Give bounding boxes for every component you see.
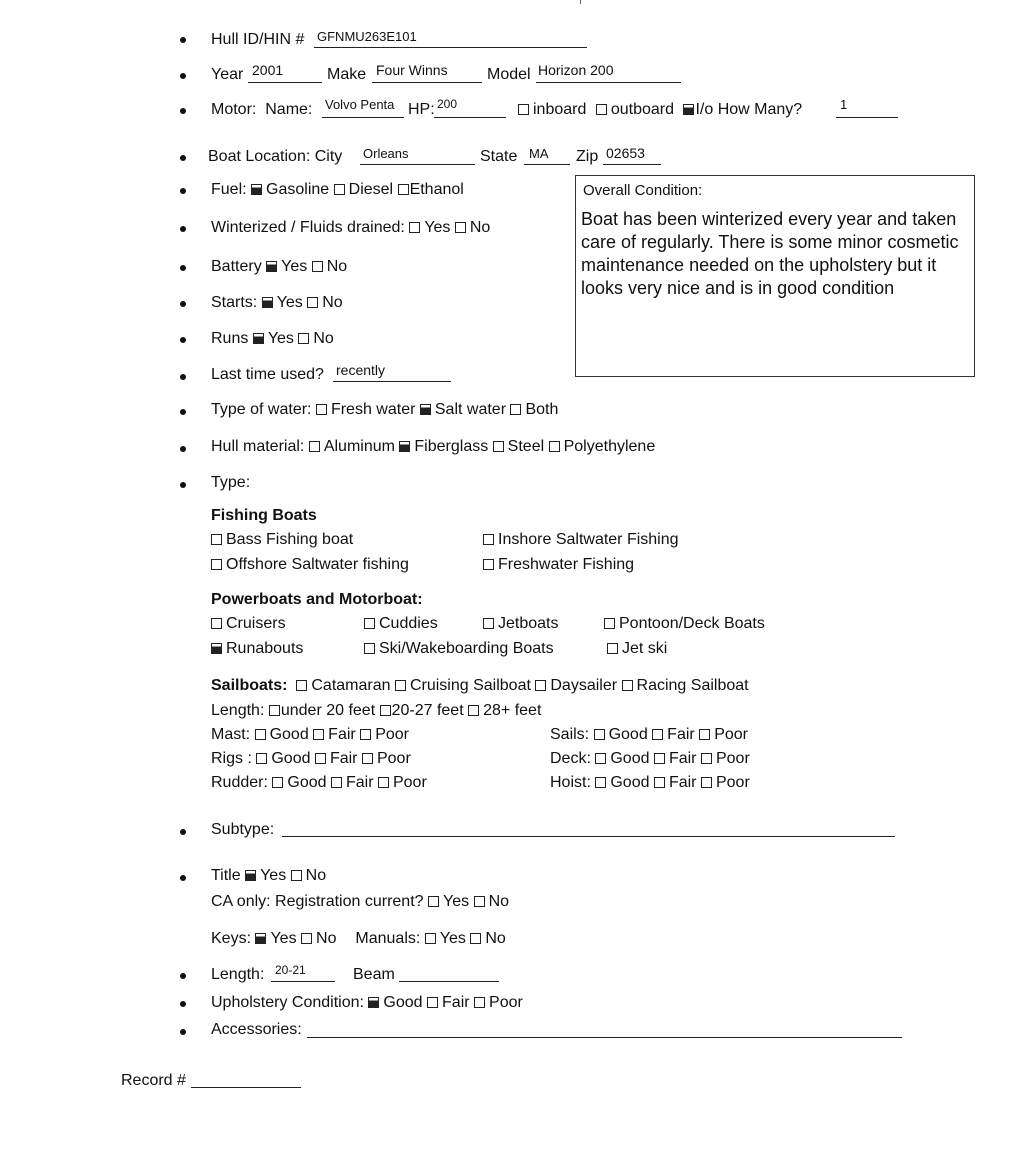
record-label: Record #: [121, 1072, 186, 1089]
top-page-tick: [580, 0, 581, 4]
rudder-label: Rudder:: [211, 774, 268, 791]
polyethylene-checkbox[interactable]: [549, 441, 560, 452]
registration-no-label: No: [488, 893, 510, 910]
hp-line: [434, 117, 506, 118]
winterized-yes-label: Yes: [424, 219, 451, 236]
year-line: [248, 82, 322, 83]
rigs-fair-label: Fair: [329, 750, 358, 767]
beam-label: Beam: [353, 966, 395, 983]
manuals-no-label: No: [485, 930, 506, 947]
rigs-fair-checkbox[interactable]: [315, 753, 326, 764]
fresh-water-label: Fresh water: [330, 401, 416, 418]
starts-row: [211, 295, 343, 311]
upholstery-good-label: Good: [383, 994, 423, 1011]
io-checkbox[interactable]: [683, 104, 694, 115]
rigs-good-checkbox[interactable]: [256, 753, 267, 764]
subtype-line[interactable]: [282, 836, 895, 837]
sails-poor-label: Poor: [714, 726, 748, 743]
daysailer-checkbox[interactable]: [535, 680, 546, 691]
manuals-label: Manuals:: [355, 930, 421, 947]
zip-value[interactable]: 02653: [606, 145, 645, 161]
bullet: [180, 155, 186, 161]
inshore-label: Inshore Saltwater Fishing: [498, 531, 679, 548]
title-yes-checkbox[interactable]: [245, 870, 256, 881]
deck-good-label: Good: [610, 750, 650, 767]
battery-row: [211, 259, 347, 275]
sail-length-row: [211, 703, 541, 719]
deck-good-checkbox[interactable]: [595, 753, 606, 764]
title-yes-label: Yes: [260, 867, 287, 884]
registration-yes-label: Yes: [443, 893, 470, 910]
overall-condition-text: Boat has been winterized every year and taken care of regularly. There is some minor cosmetic maintenance needed on the upholstery but it looks very nice and is in good condition: [581, 209, 959, 298]
bullet: [180, 226, 186, 232]
gasoline-checkbox[interactable]: [251, 184, 262, 195]
bullet: [180, 446, 186, 452]
length-value[interactable]: 20-21: [275, 963, 306, 977]
record-line[interactable]: [191, 1087, 301, 1088]
offshore-option: [211, 557, 409, 573]
freshwater-option: [483, 557, 634, 573]
deck-row: [550, 751, 750, 767]
bullet: [180, 1029, 186, 1035]
winterized-no-label: No: [469, 219, 491, 236]
state-label: State: [480, 148, 518, 165]
title-no-label: No: [305, 867, 327, 884]
winterized-yes-checkbox[interactable]: [409, 222, 420, 233]
sail-length-label: Length:: [211, 702, 265, 719]
bullet: [180, 875, 186, 881]
ski-option: [364, 641, 554, 657]
cuddies-checkbox[interactable]: [364, 618, 375, 629]
racing-sailboat-checkbox[interactable]: [622, 680, 633, 691]
model-label: Model: [487, 66, 531, 83]
upholstery-good-checkbox[interactable]: [368, 997, 379, 1008]
cruisers-checkbox[interactable]: [211, 618, 222, 629]
title-label: Title: [211, 867, 241, 884]
jetboats-option: [483, 616, 558, 632]
mast-fair-checkbox[interactable]: [313, 729, 324, 740]
upholstery-poor-label: Poor: [489, 994, 523, 1011]
sails-row: [550, 727, 748, 743]
keys-manuals-row: [211, 931, 506, 947]
registration-no-checkbox[interactable]: [474, 896, 485, 907]
sails-label: Sails:: [550, 726, 590, 743]
registration-label: CA only: Registration current?: [211, 893, 424, 910]
bullet: [180, 374, 186, 380]
bullet: [180, 265, 186, 271]
upholstery-label: Upholstery Condition:: [211, 994, 364, 1011]
manuals-yes-checkbox[interactable]: [425, 933, 436, 944]
fishing-heading: Fishing Boats: [211, 507, 317, 524]
hull-id-value[interactable]: GFNMU263E101: [317, 29, 417, 44]
keys-no-checkbox[interactable]: [301, 933, 312, 944]
hp-value[interactable]: 200: [437, 97, 458, 111]
runabouts-label: Runabouts: [226, 640, 304, 657]
water-row: [211, 402, 558, 418]
sails-poor-checkbox[interactable]: [699, 729, 710, 740]
location-label: Boat Location: City: [208, 148, 343, 165]
model-value[interactable]: Horizon 200: [538, 62, 614, 78]
aluminum-label: Aluminum: [323, 438, 395, 455]
accessories-label: Accessories:: [211, 1021, 302, 1038]
hoist-good-label: Good: [610, 774, 650, 791]
runs-yes-checkbox[interactable]: [253, 333, 264, 344]
zip-line: [603, 164, 661, 165]
beam-line[interactable]: [399, 981, 499, 982]
cuddies-option: [364, 616, 438, 632]
starts-yes-checkbox[interactable]: [262, 297, 273, 308]
both-water-checkbox[interactable]: [510, 404, 521, 415]
28-plus-checkbox[interactable]: [468, 705, 479, 716]
cruising-sailboat-checkbox[interactable]: [395, 680, 406, 691]
keys-no-label: No: [316, 930, 337, 947]
under-20-label: under 20 feet: [280, 702, 376, 719]
ethanol-checkbox[interactable]: [398, 184, 409, 195]
bullet: [180, 37, 186, 43]
sails-fair-label: Fair: [667, 726, 695, 743]
inboard-checkbox[interactable]: [518, 104, 529, 115]
ethanol-label: Ethanol: [409, 181, 464, 198]
length-line: [271, 981, 335, 982]
sails-good-checkbox[interactable]: [594, 729, 605, 740]
pontoon-option: [604, 616, 765, 632]
both-water-label: Both: [525, 401, 559, 418]
mast-good-label: Good: [269, 726, 309, 743]
starts-yes-label: Yes: [276, 294, 303, 311]
registration-row: [211, 894, 509, 910]
catamaran-label: Catamaran: [311, 677, 391, 694]
cuddies-label: Cuddies: [379, 615, 438, 632]
hull-material-row: [211, 439, 655, 455]
rudder-row: [211, 775, 427, 791]
manuals-no-checkbox[interactable]: [470, 933, 481, 944]
runabouts-checkbox[interactable]: [211, 643, 222, 654]
inshore-option: [483, 532, 679, 548]
bullet: [180, 1001, 186, 1007]
ski-checkbox[interactable]: [364, 643, 375, 654]
ski-label: Ski/Wakeboarding Boats: [379, 640, 554, 657]
rigs-good-label: Good: [271, 750, 311, 767]
bass-checkbox[interactable]: [211, 534, 222, 545]
20-27-label: 20-27 feet: [391, 702, 464, 719]
upholstery-poor-checkbox[interactable]: [474, 997, 485, 1008]
battery-label: Battery: [211, 258, 262, 275]
how-many-label: How Many?: [717, 101, 803, 118]
year-label: Year: [211, 66, 244, 83]
motor-label-text: Motor:: [211, 101, 257, 118]
jetski-label: Jet ski: [622, 640, 668, 657]
cruisers-option: [211, 616, 286, 632]
bullet: [180, 337, 186, 343]
type-label: Type:: [211, 474, 251, 491]
city-value[interactable]: Orleans: [363, 146, 409, 161]
rigs-poor-label: Poor: [376, 750, 411, 767]
runs-no-label: No: [313, 330, 334, 347]
outboard-label: outboard: [610, 101, 674, 118]
pontoon-label: Pontoon/Deck Boats: [619, 615, 765, 632]
starts-label: Starts:: [211, 294, 258, 311]
battery-no-checkbox[interactable]: [312, 261, 323, 272]
fuel-row: [211, 182, 464, 198]
upholstery-fair-label: Fair: [442, 994, 470, 1011]
deck-poor-checkbox[interactable]: [701, 753, 712, 764]
bullet: [180, 301, 186, 307]
hull-id-line: [314, 47, 587, 48]
fresh-water-checkbox[interactable]: [316, 404, 327, 415]
overall-condition-box[interactable]: [575, 175, 975, 377]
bullet: [180, 482, 186, 488]
motor-name-line: [322, 117, 404, 118]
starts-no-label: No: [322, 294, 343, 311]
runs-no-checkbox[interactable]: [298, 333, 309, 344]
state-value[interactable]: MA: [529, 146, 549, 161]
hoist-poor-label: Poor: [715, 774, 750, 791]
inshore-checkbox[interactable]: [483, 534, 494, 545]
hoist-row: [550, 775, 750, 791]
freshwater-label: Freshwater Fishing: [498, 556, 635, 573]
deck-label: Deck:: [550, 750, 591, 767]
runs-label: Runs: [211, 330, 249, 347]
starts-no-checkbox[interactable]: [307, 297, 318, 308]
jetski-option: [607, 641, 667, 657]
winterized-label: Winterized / Fluids drained:: [211, 219, 405, 236]
make-label: Make: [327, 66, 367, 83]
make-value[interactable]: Four Winns: [376, 62, 448, 78]
rudder-poor-checkbox[interactable]: [378, 777, 389, 788]
bass-label: Bass Fishing boat: [226, 531, 354, 548]
accessories-line[interactable]: [307, 1037, 902, 1038]
keys-yes-label: Yes: [270, 930, 297, 947]
mast-label: Mast:: [211, 726, 251, 743]
model-line: [536, 82, 681, 83]
under-20-checkbox[interactable]: [269, 705, 280, 716]
sailboats-row: [211, 678, 749, 694]
catamaran-checkbox[interactable]: [296, 680, 307, 691]
hoist-fair-checkbox[interactable]: [654, 777, 665, 788]
subtype-label: Subtype:: [211, 821, 275, 838]
bullet: [180, 73, 186, 79]
hull-id-label: Hull ID/HIN #: [211, 31, 305, 48]
cruising-sailboat-label: Cruising Sailboat: [409, 677, 531, 694]
rigs-label: Rigs :: [211, 750, 252, 767]
upholstery-fair-checkbox[interactable]: [427, 997, 438, 1008]
winterized-no-checkbox[interactable]: [455, 222, 466, 233]
deck-poor-label: Poor: [715, 750, 750, 767]
last-used-line: [333, 381, 451, 382]
daysailer-label: Daysailer: [550, 677, 618, 694]
rudder-fair-label: Fair: [345, 774, 374, 791]
year-value[interactable]: 2001: [252, 62, 284, 78]
winterized-row: [211, 220, 490, 236]
salt-water-label: Salt water: [434, 401, 507, 418]
bass-option: [211, 532, 353, 548]
polyethylene-label: Polyethylene: [563, 438, 656, 455]
bullet: [180, 108, 186, 114]
bullet: [180, 409, 186, 415]
runs-yes-label: Yes: [267, 330, 294, 347]
hoist-fair-label: Fair: [668, 774, 697, 791]
aluminum-checkbox[interactable]: [309, 441, 320, 452]
overall-condition-title: Overall Condition:: [583, 182, 703, 199]
rudder-fair-checkbox[interactable]: [331, 777, 342, 788]
rudder-poor-label: Poor: [392, 774, 427, 791]
deck-fair-checkbox[interactable]: [654, 753, 665, 764]
power-heading: Powerboats and Motorboat:: [211, 591, 423, 608]
28-plus-label: 28+ feet: [483, 702, 542, 719]
sails-fair-checkbox[interactable]: [652, 729, 663, 740]
hoist-label: Hoist:: [550, 774, 591, 791]
battery-yes-checkbox[interactable]: [266, 261, 277, 272]
freshwater-checkbox[interactable]: [483, 559, 494, 570]
cruisers-label: Cruisers: [226, 615, 286, 632]
rudder-good-checkbox[interactable]: [272, 777, 283, 788]
mast-poor-checkbox[interactable]: [360, 729, 371, 740]
rudder-good-label: Good: [287, 774, 327, 791]
motor-label: [211, 102, 312, 118]
motor-name-value[interactable]: Volvo Penta: [325, 97, 395, 112]
make-line: [372, 82, 482, 83]
pontoon-checkbox[interactable]: [604, 618, 615, 629]
bullet: [180, 188, 186, 194]
water-label: Type of water:: [211, 401, 312, 418]
runabouts-option: [211, 641, 303, 657]
hull-material-label: Hull material:: [211, 438, 305, 455]
steel-checkbox[interactable]: [493, 441, 504, 452]
sail-heading: Sailboats:: [211, 677, 288, 694]
fuel-label: Fuel:: [211, 181, 247, 198]
jetboats-checkbox[interactable]: [483, 618, 494, 629]
deck-fair-label: Fair: [668, 750, 697, 767]
fiberglass-checkbox[interactable]: [399, 441, 410, 452]
outboard-checkbox[interactable]: [596, 104, 607, 115]
offshore-label: Offshore Saltwater fishing: [226, 556, 409, 573]
hp-label: HP:: [408, 101, 435, 118]
zip-label: Zip: [576, 148, 599, 165]
offshore-checkbox[interactable]: [211, 559, 222, 570]
mast-row: [211, 727, 409, 743]
hoist-good-checkbox[interactable]: [595, 777, 606, 788]
inboard-label: inboard: [533, 101, 587, 118]
20-27-checkbox[interactable]: [380, 705, 391, 716]
bullet: [180, 829, 186, 835]
city-line: [360, 164, 475, 165]
motor-name-label: Name:: [265, 101, 313, 118]
how-many-value[interactable]: 1: [840, 97, 848, 112]
keys-label: Keys:: [211, 930, 252, 947]
length-label: Length:: [211, 966, 265, 983]
last-used-value[interactable]: recently: [336, 362, 386, 378]
rigs-poor-checkbox[interactable]: [362, 753, 373, 764]
mast-fair-label: Fair: [328, 726, 356, 743]
mast-good-checkbox[interactable]: [255, 729, 266, 740]
diesel-label: Diesel: [348, 181, 394, 198]
title-no-checkbox[interactable]: [291, 870, 302, 881]
racing-sailboat-label: Racing Sailboat: [636, 677, 749, 694]
sails-good-label: Good: [608, 726, 648, 743]
bullet: [180, 973, 186, 979]
upholstery-row: [211, 995, 523, 1011]
registration-yes-checkbox[interactable]: [428, 896, 439, 907]
runs-row: [211, 331, 334, 347]
jetboats-label: Jetboats: [498, 615, 559, 632]
io-label: I/o: [695, 101, 714, 118]
hoist-poor-checkbox[interactable]: [701, 777, 712, 788]
jetski-checkbox[interactable]: [607, 643, 618, 654]
title-row: [211, 868, 326, 884]
diesel-checkbox[interactable]: [334, 184, 345, 195]
mast-poor-label: Poor: [375, 726, 409, 743]
rigs-row: [211, 751, 411, 767]
gasoline-label: Gasoline: [266, 181, 330, 198]
steel-label: Steel: [507, 438, 545, 455]
how-many-line: [836, 117, 898, 118]
salt-water-checkbox[interactable]: [420, 404, 431, 415]
battery-yes-label: Yes: [281, 258, 308, 275]
fiberglass-label: Fiberglass: [414, 438, 489, 455]
state-line: [524, 164, 570, 165]
manuals-yes-label: Yes: [439, 930, 466, 947]
battery-no-label: No: [326, 258, 348, 275]
last-used-label: Last time used?: [211, 366, 324, 383]
keys-yes-checkbox[interactable]: [255, 933, 266, 944]
motor-type-options: [518, 102, 802, 118]
